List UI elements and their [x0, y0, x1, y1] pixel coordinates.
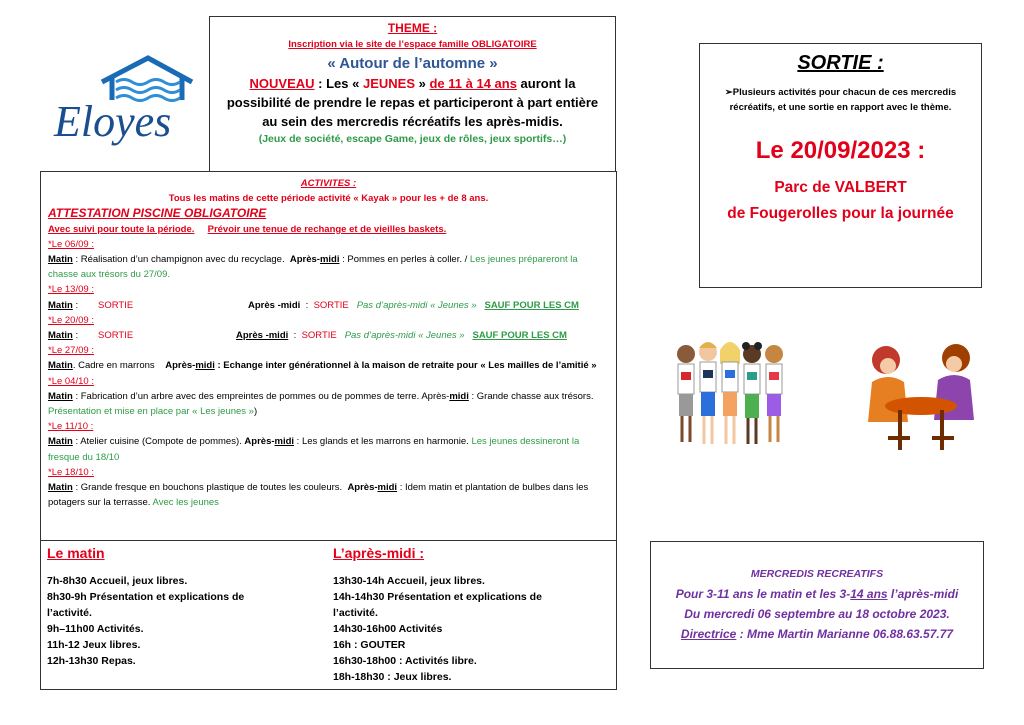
- child-icon: [677, 345, 695, 442]
- apm-row: 13h30-14h Accueil, jeux libres.: [333, 575, 485, 587]
- date-1810: *Le 18/10 :: [48, 466, 94, 478]
- apm-row: 14h-14h30 Présentation et explications de: [333, 591, 542, 603]
- matin-row: 12h-13h30 Repas.: [47, 655, 136, 667]
- table-icon: [885, 397, 957, 450]
- theme-title: THEME :: [387, 21, 438, 35]
- entry-1110: Matin : Atelier cuisine (Compote de pommes). Après-midi : Les glands et les marrons en harmonie. Les jeunes dessineront la fresque du 18/10: [48, 436, 580, 463]
- info-title: MERCREDIS RECREATIFS: [750, 568, 884, 580]
- theme-name: « Autour de l’automne »: [327, 55, 498, 72]
- sortie-description: ➢Plusieurs activités pour chacun de ces mercredis récréatifs, et une sortie en rapport avec le thème.: [724, 87, 957, 113]
- info-directrice: Directrice : Mme Martin Marianne 06.88.63.57.77: [680, 627, 954, 641]
- apm-row: 18h-18h30 : Jeux libres.: [333, 671, 452, 683]
- sortie-place: Parc de VALBERT de Fougerolles pour la journée: [727, 179, 954, 222]
- suivi-line: Avec suivi pour toute la période. Prévoir une tenue de rechange et de vieilles baskets.: [48, 223, 447, 235]
- activities-title: ACTIVITES :: [300, 178, 357, 189]
- entry-0410: Matin : Fabrication d’un arbre avec des empreintes de pommes ou de pommes de terre. Après-midi : Grande chasse aux trésors. Présentation et mise en place par « Les jeunes »): [48, 390, 594, 418]
- theme-box: [209, 16, 616, 172]
- entry-1810: Matin : Grande fresque en bouchons plastique de toutes les couleurs. Après-midi : Idem matin et plantation de bulbes dans les potagers sur la terrasse. Avec les jeunes: [48, 482, 589, 509]
- schedule-apm: [333, 545, 542, 685]
- child-icon: [699, 342, 717, 444]
- matin-row: 7h-8h30 Accueil, jeux libres.: [47, 575, 188, 587]
- entry-1309: Matin : SORTIE Après -midi : SORTIE Pas d’après-midi « Jeunes » SAUF POUR LES CM: [48, 299, 579, 311]
- entry-2709: Matin. Cadre en marrons Après-midi : Echange inter générationnel à la maison de retraite pour « Les mailles de l’amitié »: [48, 360, 597, 372]
- apm-title: L’après-midi :: [333, 545, 425, 561]
- matin-row: 11h-12 Jeux libres.: [47, 639, 141, 651]
- kayak-note: Tous les matins de cette période activité « Kayak » pour les + de 8 ans.: [168, 193, 489, 205]
- date-0609: *Le 06/09 :: [48, 238, 94, 250]
- nouveau-paragraph: NOUVEAU : Les « JEUNES » de 11 à 14 ans auront la possibilité de prendre le repas et participeront à part entière au sein des mercredis récréatifs les après-midis.: [226, 76, 599, 129]
- date-2709: *Le 27/09 :: [48, 345, 94, 357]
- matin-row: l’activité.: [47, 607, 92, 619]
- nouveau-label: NOUVEAU: [249, 76, 315, 91]
- info-ages: Pour 3-11 ans le matin et les 3-14 ans l’après-midi: [675, 587, 959, 601]
- sortie-date: Le 20/09/2023 :: [755, 137, 926, 164]
- matin-row: 9h–11h00 Activités.: [47, 623, 144, 635]
- info-dates: Du mercredi 06 septembre au 18 octobre 2023.: [684, 607, 950, 621]
- activities-box: [40, 171, 617, 541]
- apm-row: 16h30-18h00 : Activités libre.: [333, 655, 477, 667]
- attestation-note: ATTESTATION PISCINE OBLIGATOIRE: [48, 206, 267, 221]
- house-icon: [102, 58, 192, 100]
- entry-2009: Matin : SORTIE Après -midi : SORTIE Pas d’après-midi « Jeunes » SAUF POUR LES CM: [48, 330, 567, 342]
- jeunes-text: JEUNES: [362, 76, 416, 91]
- child-icon: [720, 342, 740, 444]
- schedule-box: [40, 540, 617, 690]
- apm-row: 14h30-16h00 Activités: [333, 623, 443, 635]
- age-range: de 11 à 14 ans: [429, 76, 517, 91]
- matin-title: Le matin: [47, 545, 105, 561]
- apm-row: 16h : GOUTER: [333, 639, 406, 651]
- child-icon: [765, 345, 783, 442]
- info-box: [650, 541, 984, 669]
- girls-table-illustration: [858, 332, 983, 462]
- child-icon: [742, 342, 762, 444]
- sortie-box: [699, 43, 982, 288]
- matin-row: 8h30-9h Présentation et explications de: [47, 591, 245, 603]
- eloyes-logo: [50, 48, 200, 148]
- inscription-note: Inscription via le site de l’espace famille OBLIGATOIRE: [288, 39, 537, 50]
- date-1110: *Le 11/10 :: [48, 421, 94, 433]
- entry-0609: Matin : Réalisation d’un champignon avec du recyclage. Après-midi : Pommes en perles à coller. / Les jeunes prépareront la chasse aux trésors du 27/09.: [48, 254, 578, 281]
- jeux-list: (Jeux de société, escape Game, jeux de rôles, jeux sportifs…): [258, 133, 567, 145]
- nouveau-text: : Les «: [314, 76, 363, 91]
- schedule-matin: [47, 545, 244, 669]
- logo-text: Eloyes: [54, 97, 172, 146]
- children-illustration: [668, 332, 788, 472]
- date-0410: *Le 04/10 :: [48, 375, 94, 387]
- date-1309: *Le 13/09 :: [48, 284, 94, 296]
- date-2009: *Le 20/09 :: [48, 314, 94, 326]
- apm-row: l’activité.: [333, 607, 378, 619]
- sortie-title: SORTIE :: [797, 52, 884, 74]
